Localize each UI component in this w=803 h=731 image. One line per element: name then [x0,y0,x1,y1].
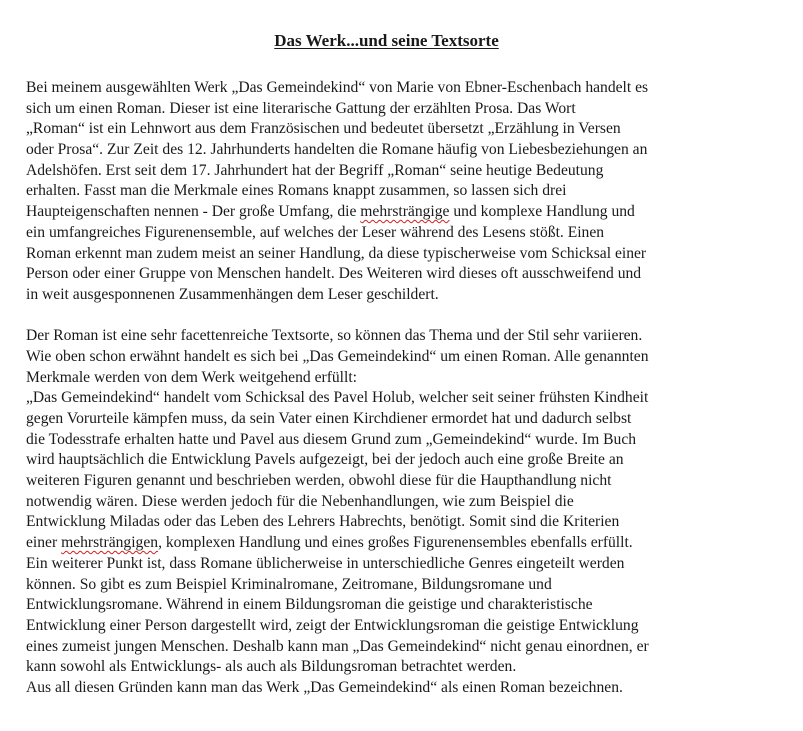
text-line: Entwicklungsromane. Während in einem Bildungsroman die geistige und charakteristische [26,596,593,614]
text-line: Der Roman ist eine sehr facettenreiche Textsorte, so können das Thema und der Stil sehr variieren. [26,327,643,345]
text-line [26,202,786,223]
text-line: wird hauptsächlich die Entwicklung Pavels aufgezeigt, bei der jedoch auch eine große Breite an [26,451,624,469]
text-line: eines zumeist jungen Menschen. Deshalb kann man „Das Gemeindekind“ nicht genau einordnen, er [26,637,649,655]
text-line: in weit ausgesponnenen Zusammenhängen dem Leser geschildert. [26,285,439,303]
text-line: Ein weiterer Punkt ist, dass Romane üblicherweise in unterschiedliche Genres eingeteilt werden [26,554,625,572]
text-line: Entwicklung einer Person dargestellt wird, zeigt der Entwicklungsroman die geistige Entwicklung [26,616,639,634]
paragraph-1 [26,78,786,306]
paragraph-gap [26,306,786,327]
text-line: sich um einen Roman. Dieser ist eine literarische Gattung der erzählten Prosa. Das Wort [26,99,576,117]
text-line: Entwicklung Miladas oder das Leben des Lehrers Habrechts, benötigt. Somit sind die Kriterien [26,513,620,531]
text-line: Aus all diesen Gründen kann man das Werk „Das Gemeindekind“ als einen Roman bezeichnen. [26,678,623,696]
text-line: oder Prosa“. Zur Zeit des 12. Jahrhunderts handelten die Romane häufig von Liebesbeziehungen an [26,141,648,159]
text-line [26,533,786,554]
spellcheck-marked-word: mehrsträngigen [61,534,159,552]
text-line: gegen Vorurteile kämpfen muss, da sein Vater einen Kirchdiener ermordet hat und dadurch selbst [26,410,632,427]
text-segment: und komplexe Handlung und [449,203,635,221]
text-line: ein umfangreiches Figurenensemble, auf welches der Leser während des Lesens stößt. Einen [26,223,605,241]
text-line: Roman erkennt man zudem meist an seiner Handlung, da diese typischerweise vom Schicksal einer [26,244,647,262]
text-line: „Roman“ ist ein Lehnwort aus dem Französischen und bedeutet übersetzt „Erzählung in Versen [26,120,621,138]
text-line: erhalten. Fasst man die Merkmale eines Romans knappt zusammen, so lassen sich drei [26,182,567,200]
text-line: Adelshöfen. Erst seit dem 17. Jahrhundert hat der Begriff „Roman“ seine heutige Bedeutung [26,161,604,179]
text-line: Person oder einer Gruppe von Menschen handelt. Des Weiteren wird dieses oft ausschweifend und [26,265,642,283]
spellcheck-marked-word: mehrsträngige [360,203,450,221]
text-segment: einer [26,534,62,552]
text-segment: Haupteigenschaften nennen - Der große Umfang, die [26,203,361,221]
text-line: können. So gibt es zum Beispiel Kriminalromane, Zeitromane, Bildungsromane und [26,575,552,593]
text-line: Bei meinem ausgewählten Werk „Das Gemeindekind“ von Marie von Ebner-Eschenbach handelt es [26,79,649,96]
document-body [26,78,786,699]
text-segment: , komplexen Handlung und eines großes Figurenensembles ebenfalls erfüllt. [158,534,633,552]
paragraph-2 [26,326,786,698]
text-line: notwendig wären. Diese werden jedoch für die Nebenhandlungen, wie zum Beispiel die [26,492,574,510]
text-line: weiteren Figuren genannt und beschrieben werden, obwohl diese für die Haupthandlung nicht [26,472,612,490]
document-title: Das Werk...und seine Textsorte [274,31,499,50]
text-line: „Das Gemeindekind“ handelt vom Schicksal des Pavel Holub, welcher seit seiner frühsten Kindheit [26,389,649,407]
text-line: Merkmale werden von dem Werk weitgehend erfüllt: [26,368,358,386]
text-line: kann sowohl als Entwicklungs- als auch als Bildungsroman betrachtet werden. [26,658,517,676]
text-line: Wie oben schon erwähnt handelt es sich bei „Das Gemeindekind“ um einen Roman. Alle genannten [26,347,649,365]
text-line: die Todesstrafe erhalten hatte und Pavel aus diesem Grund zum „Gemeindekind“ wurde. Im Buch [26,430,637,448]
